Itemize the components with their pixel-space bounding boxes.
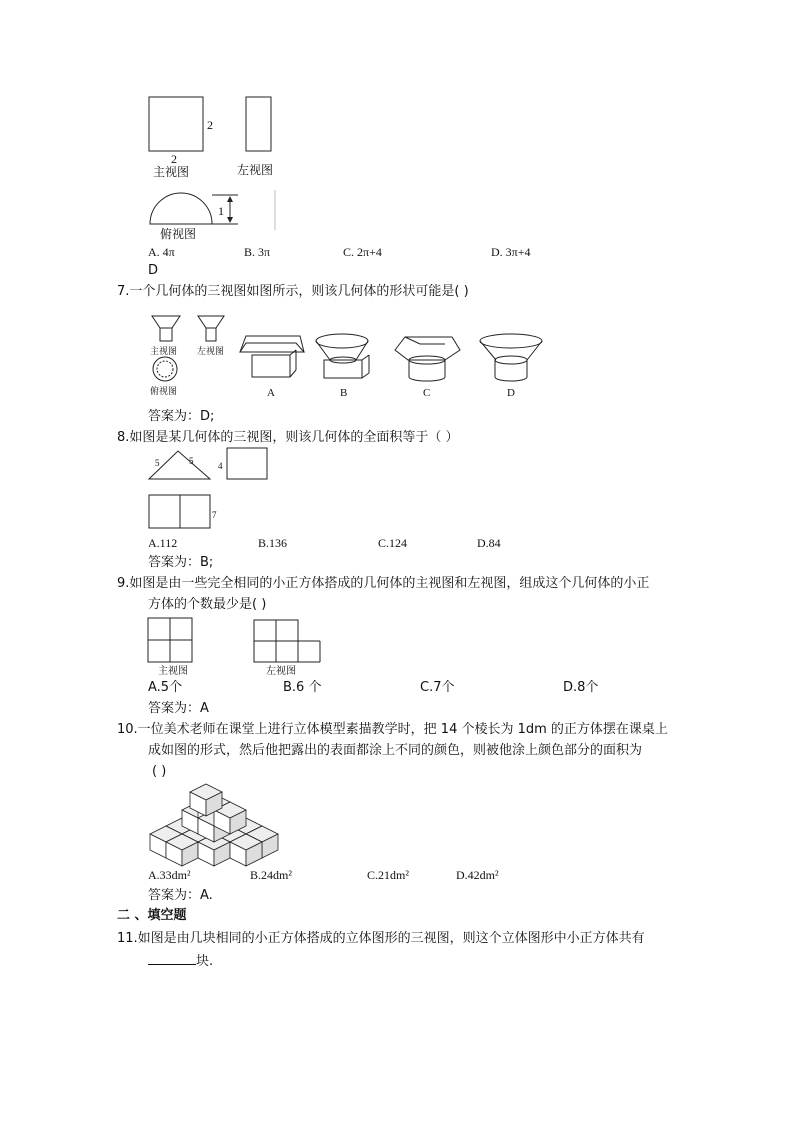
q7-choice-b-label: B <box>340 387 348 399</box>
q7-choice-c-label: C <box>423 387 431 399</box>
q6-answer: D <box>148 263 159 278</box>
q9-option-a: A.5个 <box>148 680 183 695</box>
q6-option-d: D. 3π+4 <box>491 245 531 259</box>
q6-left-view-label: 左视图 <box>237 163 274 177</box>
q6-dim-bottom: 2 <box>171 152 177 166</box>
q11-stem-tail: 块. <box>196 954 214 969</box>
q8-answer: 答案为：B; <box>148 555 214 570</box>
q9-option-b: B.6 个 <box>283 680 322 695</box>
q9-option-c: C.7个 <box>420 680 455 695</box>
q8-dim-5-left: 5 <box>155 458 160 468</box>
q10-stem-line2: 成如图的形式，然后他把露出的表面都涂上不同的颜色，则被他涂上颜色部分的面积为 <box>148 743 643 758</box>
q9-answer: 答案为：A <box>148 701 209 716</box>
q10-stem-line1: 10.一位美术老师在课堂上进行立体模型素描教学时，把 14 个棱长为 1dm 的正方体摆在课桌上 <box>117 722 668 737</box>
section-fill-in-title: 二 、填空题 <box>117 908 187 923</box>
q7-main-view-label: 主视图 <box>150 346 178 356</box>
q7-stem: 7.一个几何体的三视图如图所示，则该几何体的形状可能是( ) <box>117 284 469 299</box>
q7-answer: 答案为：D; <box>148 409 215 424</box>
q11-answer-blank[interactable] <box>148 952 196 965</box>
q10-option-d: D.42dm² <box>456 868 499 882</box>
q11-stem-line1: 11.如图是由几块相同的小正方体搭成的立体图形的三视图，则这个立体图形中小正方体共有 <box>117 931 645 946</box>
q8-dim-4: 4 <box>218 461 223 471</box>
q7-choice-a-label: A <box>267 387 275 399</box>
q8-option-d: D.84 <box>477 536 501 550</box>
q10-answer: 答案为：A. <box>148 888 213 903</box>
q9-left-view-label: 左视图 <box>266 666 296 677</box>
q11-stem-line2 <box>148 952 213 970</box>
q7-top-view-label: 俯视图 <box>150 386 178 396</box>
q7-choice-d-label: D <box>507 387 515 399</box>
q10-stem-line3: ( ) <box>152 764 167 779</box>
q6-main-view-label: 主视图 <box>153 165 190 179</box>
q6-dim-height: 1 <box>218 204 224 218</box>
q8-stem: 8.如图是某几何体的三视图，则该几何体的全面积等于（ ） <box>117 430 459 445</box>
q8-dim-7: 7 <box>212 510 217 520</box>
q8-dim-5-right: 5 <box>189 456 194 466</box>
q9-stem-line1: 9.如图是由一些完全相同的小正方体搭成的几何体的主视图和左视图，组成这个几何体的小正 <box>117 576 650 591</box>
q6-dim-side: 2 <box>207 118 213 132</box>
q6-top-view-label: 俯视图 <box>160 227 197 241</box>
q9-option-d: D.8个 <box>563 680 599 695</box>
q10-option-b: B.24dm² <box>250 868 292 882</box>
q8-option-b: B.136 <box>258 536 288 550</box>
q7-left-view-label: 左视图 <box>197 346 225 356</box>
q6-option-a: A. 4π <box>148 245 175 259</box>
q8-option-c: C.124 <box>378 536 408 550</box>
q10-option-a: A.33dm² <box>148 868 191 882</box>
q6-option-c: C. 2π+4 <box>343 245 382 259</box>
q6-option-b: B. 3π <box>244 245 271 259</box>
q9-main-view-label: 主视图 <box>158 666 188 677</box>
q10-option-c: C.21dm² <box>367 868 409 882</box>
q8-option-a: A.112 <box>148 536 178 550</box>
q9-stem-line2: 方体的个数最少是( ) <box>148 597 267 612</box>
